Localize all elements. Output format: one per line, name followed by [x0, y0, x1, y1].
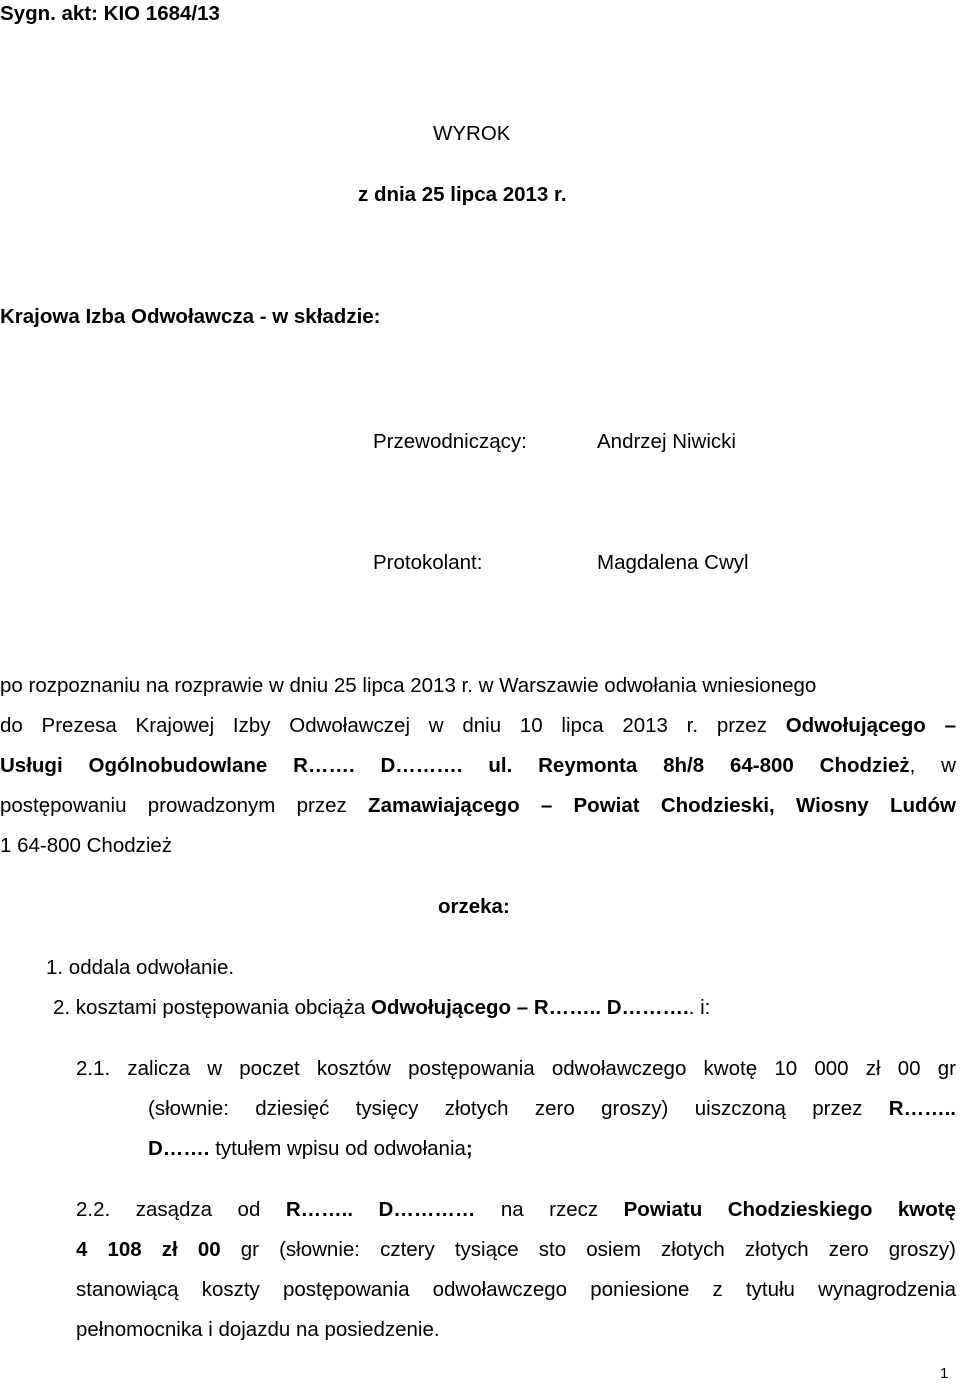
body-line-1 — [0, 674, 956, 699]
body-line-2-plain: do Prezesa Krajowej Izby Odwoławczej w dniu 10 lipca 2013 r. przez — [0, 714, 767, 737]
ruling-item-2 — [53, 996, 710, 1021]
ruling-item-2-2-line-1-bold-2: Powiatu Chodzieskiego kwotę — [623, 1198, 956, 1221]
ruling-item-2-2-line-4: pełnomocnika i dojazdu na posiedzenie. — [76, 1318, 440, 1341]
body-line-5: 1 64-800 Chodzież — [0, 834, 173, 857]
document-title: WYROK — [433, 122, 511, 145]
ruling-item-2-2-line-1-bold-1: R…….. D………… — [285, 1198, 476, 1221]
ruling-item-2-2-amount: 4 108 zł 00 — [76, 1238, 221, 1261]
court-name: Krajowa Izba Odwoławcza - w składzie: — [0, 305, 381, 328]
ruling-item-2-1-line-3 — [148, 1137, 473, 1162]
clerk-name: Magdalena Cwyl — [597, 551, 749, 574]
ruling-item-2-1-line-2 — [148, 1097, 956, 1122]
case-signature: Sygn. akt: KIO 1684/13 — [0, 2, 220, 25]
clerk-label: Protokolant: — [373, 551, 483, 574]
ruling-item-2-1-line-1: 2.1. zalicza w poczet kosztów postępowania odwoławczego kwotę 10 000 zł 00 gr — [76, 1057, 956, 1080]
ruling-item-2-2-line-2 — [76, 1238, 956, 1263]
ruling-item-2-2-line-1-mid: na rzecz — [500, 1198, 599, 1221]
ruling-item-2-1-line-3-bold: D……. — [148, 1137, 210, 1160]
ruling-item-2-2-line-3: stanowiącą koszty postępowania odwoławczego poniesione z tytułu wynagrodzenia — [76, 1278, 956, 1301]
ruling-item-2-1-line-3-plain: tytułem wpisu od odwołania — [215, 1137, 466, 1160]
ruling-heading: orzeka: — [438, 895, 510, 918]
panel-intro — [0, 305, 381, 330]
ruling-item-2-1-line-2-bold: R…….. — [888, 1097, 956, 1120]
body-line-2 — [0, 714, 956, 739]
page-number: 1 — [940, 1365, 949, 1382]
contracting-authority: Zamawiającego – Powiat Chodzieski, Wiosny Ludów — [368, 794, 956, 817]
appellant-details: Usługi Ogólnobudowlane R……. D………. ul. Reymonta 8h/8 64-800 Chodzież — [0, 754, 910, 777]
ruling-item-2-2-line-1 — [76, 1198, 956, 1223]
body-line-4-plain: postępowaniu prowadzonym przez — [0, 794, 347, 817]
body-line-3 — [0, 754, 956, 779]
ruling-item-2-plain: 2. kosztami postępowania obciąża — [53, 996, 366, 1019]
chair-name: Andrzej Niwicki — [597, 430, 736, 453]
ruling-item-2-1-line-3-end: ; — [465, 1137, 473, 1160]
ruling-item-2-bold: Odwołującego – R…….. D………. — [370, 996, 689, 1019]
ruling-item-2-1-line-2-plain: (słownie: dziesięć tysięcy złotych zero groszy) uiszczoną przez — [148, 1097, 863, 1120]
ruling-item-1: 1. oddala odwołanie. — [46, 956, 235, 979]
ruling-item-2-tail: . i: — [688, 996, 711, 1019]
appellant-label: Odwołującego – — [785, 714, 956, 737]
ruling-item-2-2-line-1-plain: 2.2. zasądza od — [76, 1198, 261, 1221]
ruling-item-2-2-line-2-plain: gr (słownie: cztery tysiące sto osiem złotych złotych zero groszy) — [240, 1238, 956, 1261]
body-line-4 — [0, 794, 956, 819]
document-date: z dnia 25 lipca 2013 r. — [358, 183, 567, 206]
body-line-3-plain: , w — [909, 754, 956, 777]
body-line-1-text: po rozpoznaniu na rozprawie w dniu 25 lipca 2013 r. w Warszawie odwołania wniesionego — [0, 674, 817, 697]
chair-label: Przewodniczący: — [373, 430, 527, 453]
